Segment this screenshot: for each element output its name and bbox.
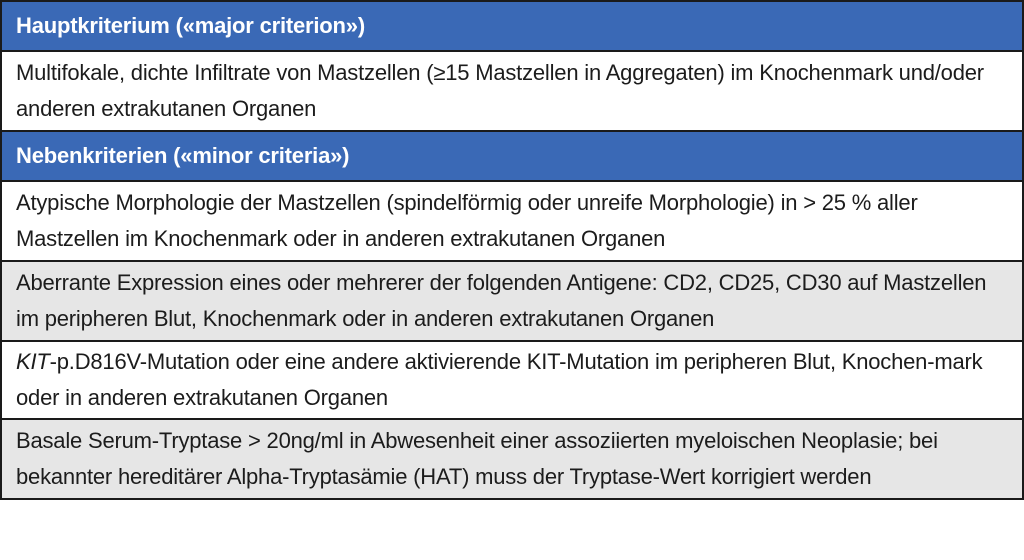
kit-gene-name: KIT	[16, 349, 50, 374]
minor-criteria-header-row	[1, 131, 1023, 181]
kit-mutation-text: -p.D816V-Mutation oder eine andere aktivierende KIT-Mutation im peripheren Blut, Knochen-mark oder in anderen extrakutanen Organen	[16, 349, 983, 410]
minor-criterion-row	[1, 261, 1023, 341]
minor-criterion-row	[1, 181, 1023, 261]
minor-criterion-kit-mutation	[1, 341, 1023, 419]
major-criterion-header-row	[1, 1, 1023, 51]
minor-criterion-row	[1, 419, 1023, 499]
minor-criterion-row	[1, 341, 1023, 419]
minor-criteria-header: Nebenkriterien («minor criteria»)	[1, 131, 1023, 181]
minor-criterion-expression: Aberrante Expression eines oder mehrerer der folgenden Antigene: CD2, CD25, CD30 auf Mastzellen im peripheren Blut, Knochenmark oder in anderen extrakutanen Organen	[1, 261, 1023, 341]
major-criterion-header: Hauptkriterium («major criterion»)	[1, 1, 1023, 51]
major-criterion-row	[1, 51, 1023, 131]
minor-criterion-morphology: Atypische Morphologie der Mastzellen (spindelförmig oder unreife Morphologie) in > 25 % aller Mastzellen im Knochenmark oder in anderen extrakutanen Organen	[1, 181, 1023, 261]
minor-criterion-tryptase: Basale Serum-Tryptase > 20ng/ml in Abwesenheit einer assoziierten myeloischen Neoplasie; bei bekannter hereditärer Alpha-Tryptasämie (HAT) muss der Tryptase-Wert korrigiert werden	[1, 419, 1023, 499]
major-criterion-text: Multifokale, dichte Infiltrate von Mastzellen (≥15 Mastzellen in Aggregaten) im Knochenmark und/oder anderen extrakutanen Organen	[1, 51, 1023, 131]
